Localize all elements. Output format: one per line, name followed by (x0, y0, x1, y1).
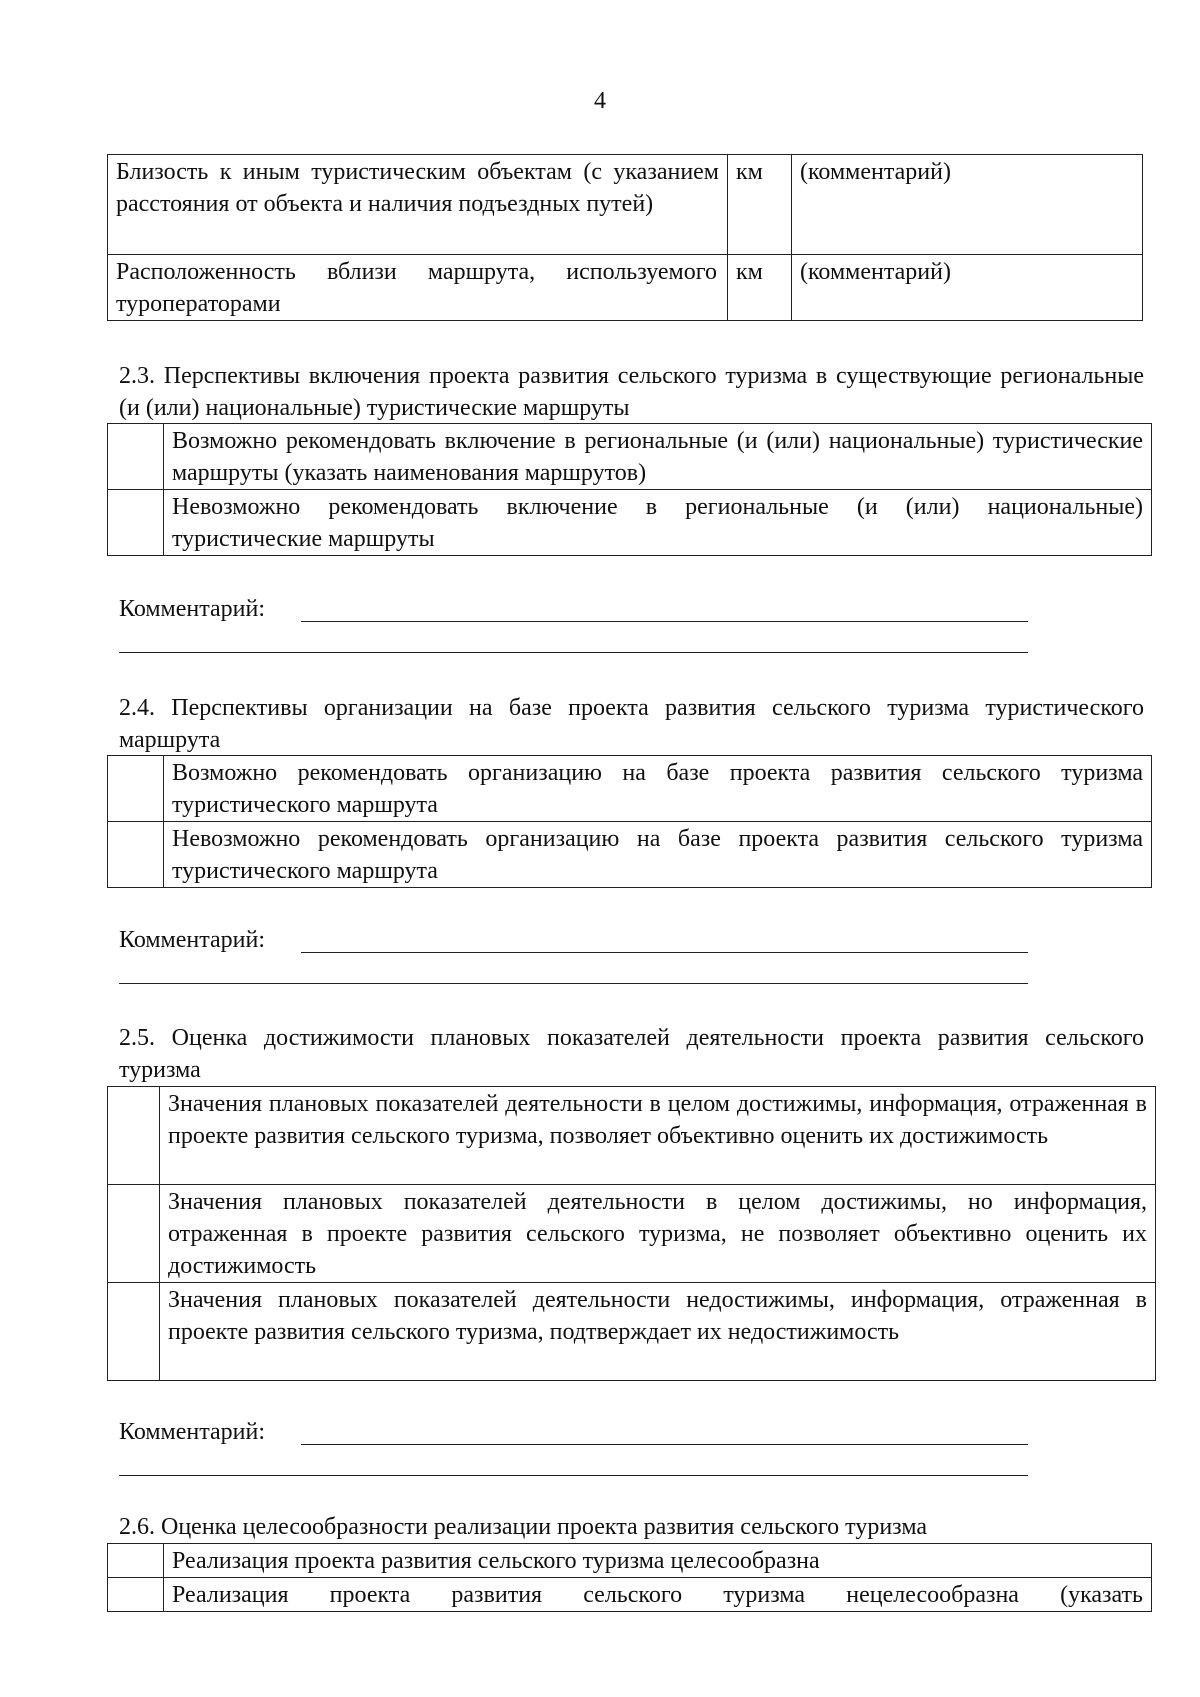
option-text: Невозможно рекомендовать включение в региональные (и (или) национальные) туристические маршруты (164, 490, 1152, 556)
options-table-2-4 (107, 755, 1152, 888)
options-table-2-6 (107, 1543, 1152, 1612)
comment-line[interactable] (119, 1475, 1028, 1476)
options-table-2-3 (107, 423, 1152, 556)
option-checkbox[interactable] (108, 1087, 160, 1185)
comment-line[interactable] (119, 983, 1028, 984)
section-heading-2-5: 2.5. Оценка достижимости плановых показателей деятельности проекта развития сельского туризма (119, 1025, 1144, 1083)
table-row (108, 822, 1152, 888)
comment-line[interactable] (301, 952, 1028, 953)
option-checkbox[interactable] (108, 1544, 164, 1578)
section-heading-2-4: 2.4. Перспективы организации на базе проекта развития сельского туризма туристического маршрута (119, 695, 1144, 753)
option-checkbox[interactable] (108, 1578, 164, 1612)
option-text: Значения плановых показателей деятельности в целом достижимы, информация, отраженная в проекте развития сельского туризма, позволяет объективно оценить их достижимость (160, 1087, 1156, 1185)
distance-table (107, 154, 1143, 321)
unit-cell: км (728, 255, 792, 321)
table-row (108, 424, 1152, 490)
comment-label: Комментарий: (119, 1419, 266, 1445)
table-row (108, 1087, 1156, 1185)
option-text: Реализация проекта развития сельского туризма целесообразна (164, 1544, 1152, 1578)
comment-line[interactable] (119, 652, 1028, 653)
table-row (108, 155, 1143, 255)
table-row (108, 490, 1152, 556)
section-heading-2-6: 2.6. Оценка целесообразности реализации проекта развития сельского туризма (119, 1514, 927, 1540)
criterion-cell: Близость к иным туристическим объектам (с указанием расстояния от объекта и наличия подъездных путей) (108, 155, 728, 255)
comment-block-2-4 (119, 924, 265, 956)
option-text: Невозможно рекомендовать организацию на базе проекта развития сельского туризма туристического маршрута (164, 822, 1152, 888)
options-table-2-5 (107, 1086, 1156, 1381)
option-text: Возможно рекомендовать включение в региональные (и (или) национальные) туристические маршруты (указать наименования маршрутов) (164, 424, 1152, 490)
comment-cell: (комментарий) (792, 255, 1143, 321)
comment-block-2-3 (119, 593, 265, 625)
option-checkbox[interactable] (108, 1185, 160, 1283)
table-row (108, 1544, 1152, 1578)
comment-label: Комментарий: (119, 927, 266, 953)
option-checkbox[interactable] (108, 1283, 160, 1381)
comment-line[interactable] (301, 1444, 1028, 1445)
table-row (108, 1578, 1152, 1612)
option-text: Значения плановых показателей деятельности недостижимы, информация, отраженная в проекте развития сельского туризма, подтверждает их недостижимость (160, 1283, 1156, 1381)
criterion-cell: Расположенность вблизи маршрута, используемого туроператорами (108, 255, 728, 321)
comment-label: Комментарий: (119, 596, 266, 622)
page-number: 4 (594, 88, 606, 114)
option-checkbox[interactable] (108, 756, 164, 822)
table-row (108, 756, 1152, 822)
table-row (108, 1283, 1156, 1381)
option-text: Реализация проекта развития сельского туризма нецелесообразна (указать (164, 1578, 1152, 1612)
option-text: Значения плановых показателей деятельности в целом достижимы, но информация, отраженная в проекте развития сельского туризма, не позволяет объективно оценить их достижимость (160, 1185, 1156, 1283)
comment-line[interactable] (301, 621, 1028, 622)
option-checkbox[interactable] (108, 490, 164, 556)
section-heading-2-3: 2.3. Перспективы включения проекта развития сельского туризма в существующие региональные (и (или) национальные) туристические маршруты (119, 363, 1144, 421)
option-text: Возможно рекомендовать организацию на базе проекта развития сельского туризма туристического маршрута (164, 756, 1152, 822)
table-row (108, 1185, 1156, 1283)
comment-block-2-5 (119, 1416, 265, 1448)
option-checkbox[interactable] (108, 822, 164, 888)
table-row (108, 255, 1143, 321)
option-checkbox[interactable] (108, 424, 164, 490)
comment-cell: (комментарий) (792, 155, 1143, 255)
unit-cell: км (728, 155, 792, 255)
